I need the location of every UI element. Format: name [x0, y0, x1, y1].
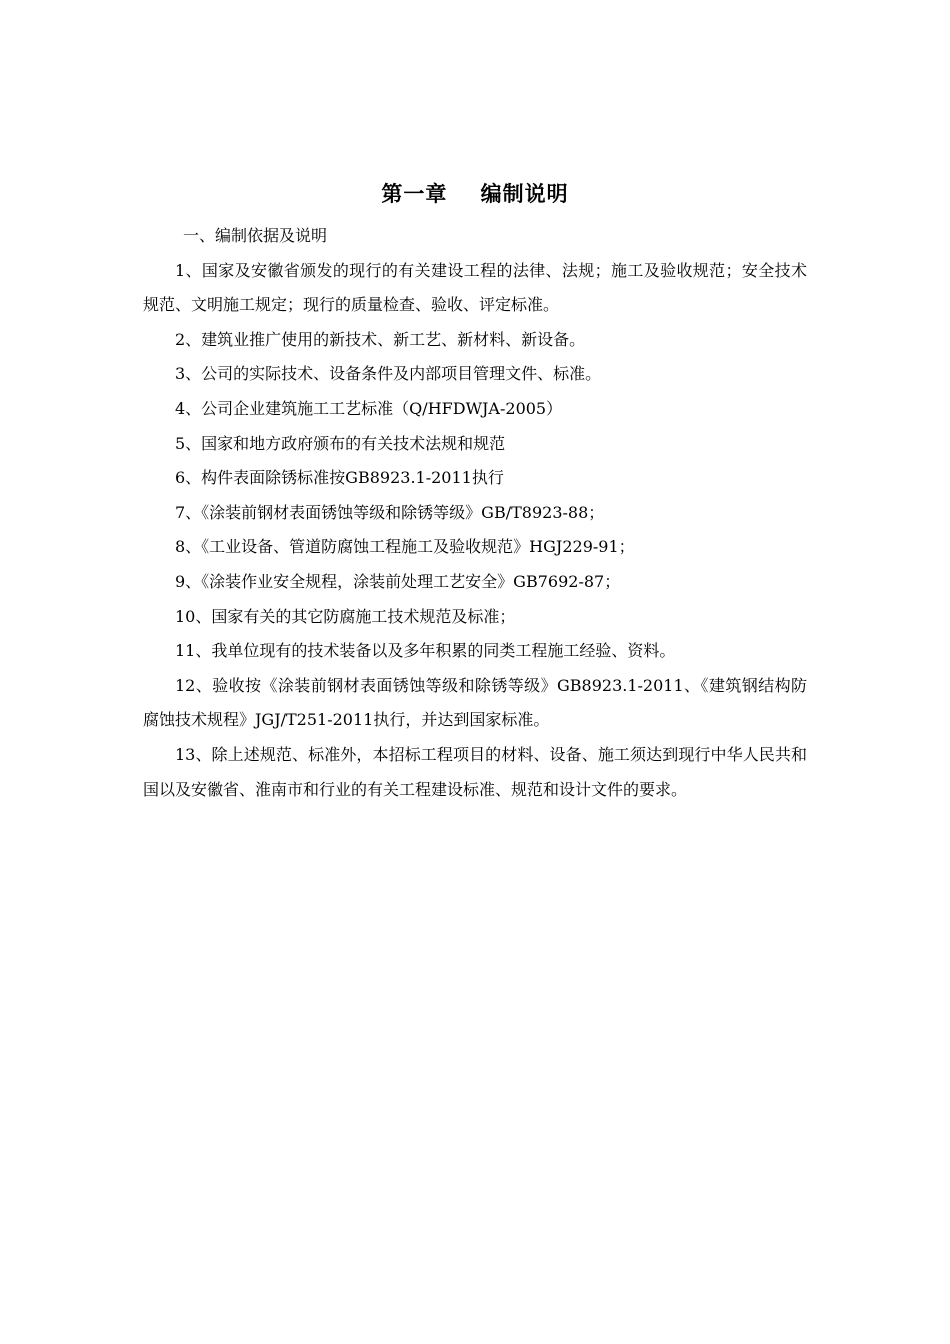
- list-item: 11、我单位现有的技术装备以及多年积累的同类工程施工经验、资料。: [175, 641, 676, 661]
- chapter-title: 第一章 编制说明: [381, 181, 569, 206]
- list-item: 13、除上述规范、标准外，本招标工程项目的材料、设备、施工须达到现行中华人民共和国以及安徽省、淮南市和行业的有关工程建设标准、规范和设计文件的要求。: [143, 744, 807, 799]
- list-item: 8、《工业设备、管道防腐蚀工程施工及验收规范》HGJ229-91；: [175, 537, 635, 557]
- list-item: 6、构件表面除锈标准按GB8923.1-2011执行: [175, 468, 504, 488]
- list-item: 2、建筑业推广使用的新技术、新工艺、新材料、新设备。: [175, 329, 586, 349]
- section-heading: 一、编制依据及说明: [183, 226, 328, 245]
- list-item: 7、《涂装前钢材表面锈蚀等级和除锈等级》GB/T8923-88；: [175, 502, 605, 522]
- list-item: 9、《涂装作业安全规程，涂装前处理工艺安全》GB7692-87；: [175, 571, 621, 591]
- list-item: 12、验收按《涂装前钢材表面锈蚀等级和除锈等级》GB8923.1-2011、《建筑钢结构防腐蚀技术规程》JGJ/T251-2011执行，并达到国家标准。: [143, 675, 807, 730]
- list-item: 4、公司企业建筑施工工艺标准（Q/HFDWJA-2005）: [175, 398, 563, 418]
- list-item: 3、公司的实际技术、设备条件及内部项目管理文件、标准。: [175, 364, 602, 384]
- list-item: 5、国家和地方政府颁布的有关技术法规和规范: [175, 433, 506, 453]
- list-item: 10、国家有关的其它防腐施工技术规范及标准；: [175, 606, 516, 626]
- list-item: 1、国家及安徽省颁发的现行的有关建设工程的法律、法规；施工及验收规范；安全技术规范、文明施工规定；现行的质量检查、验收、评定标准。: [143, 260, 807, 315]
- document-body: [143, 219, 807, 807]
